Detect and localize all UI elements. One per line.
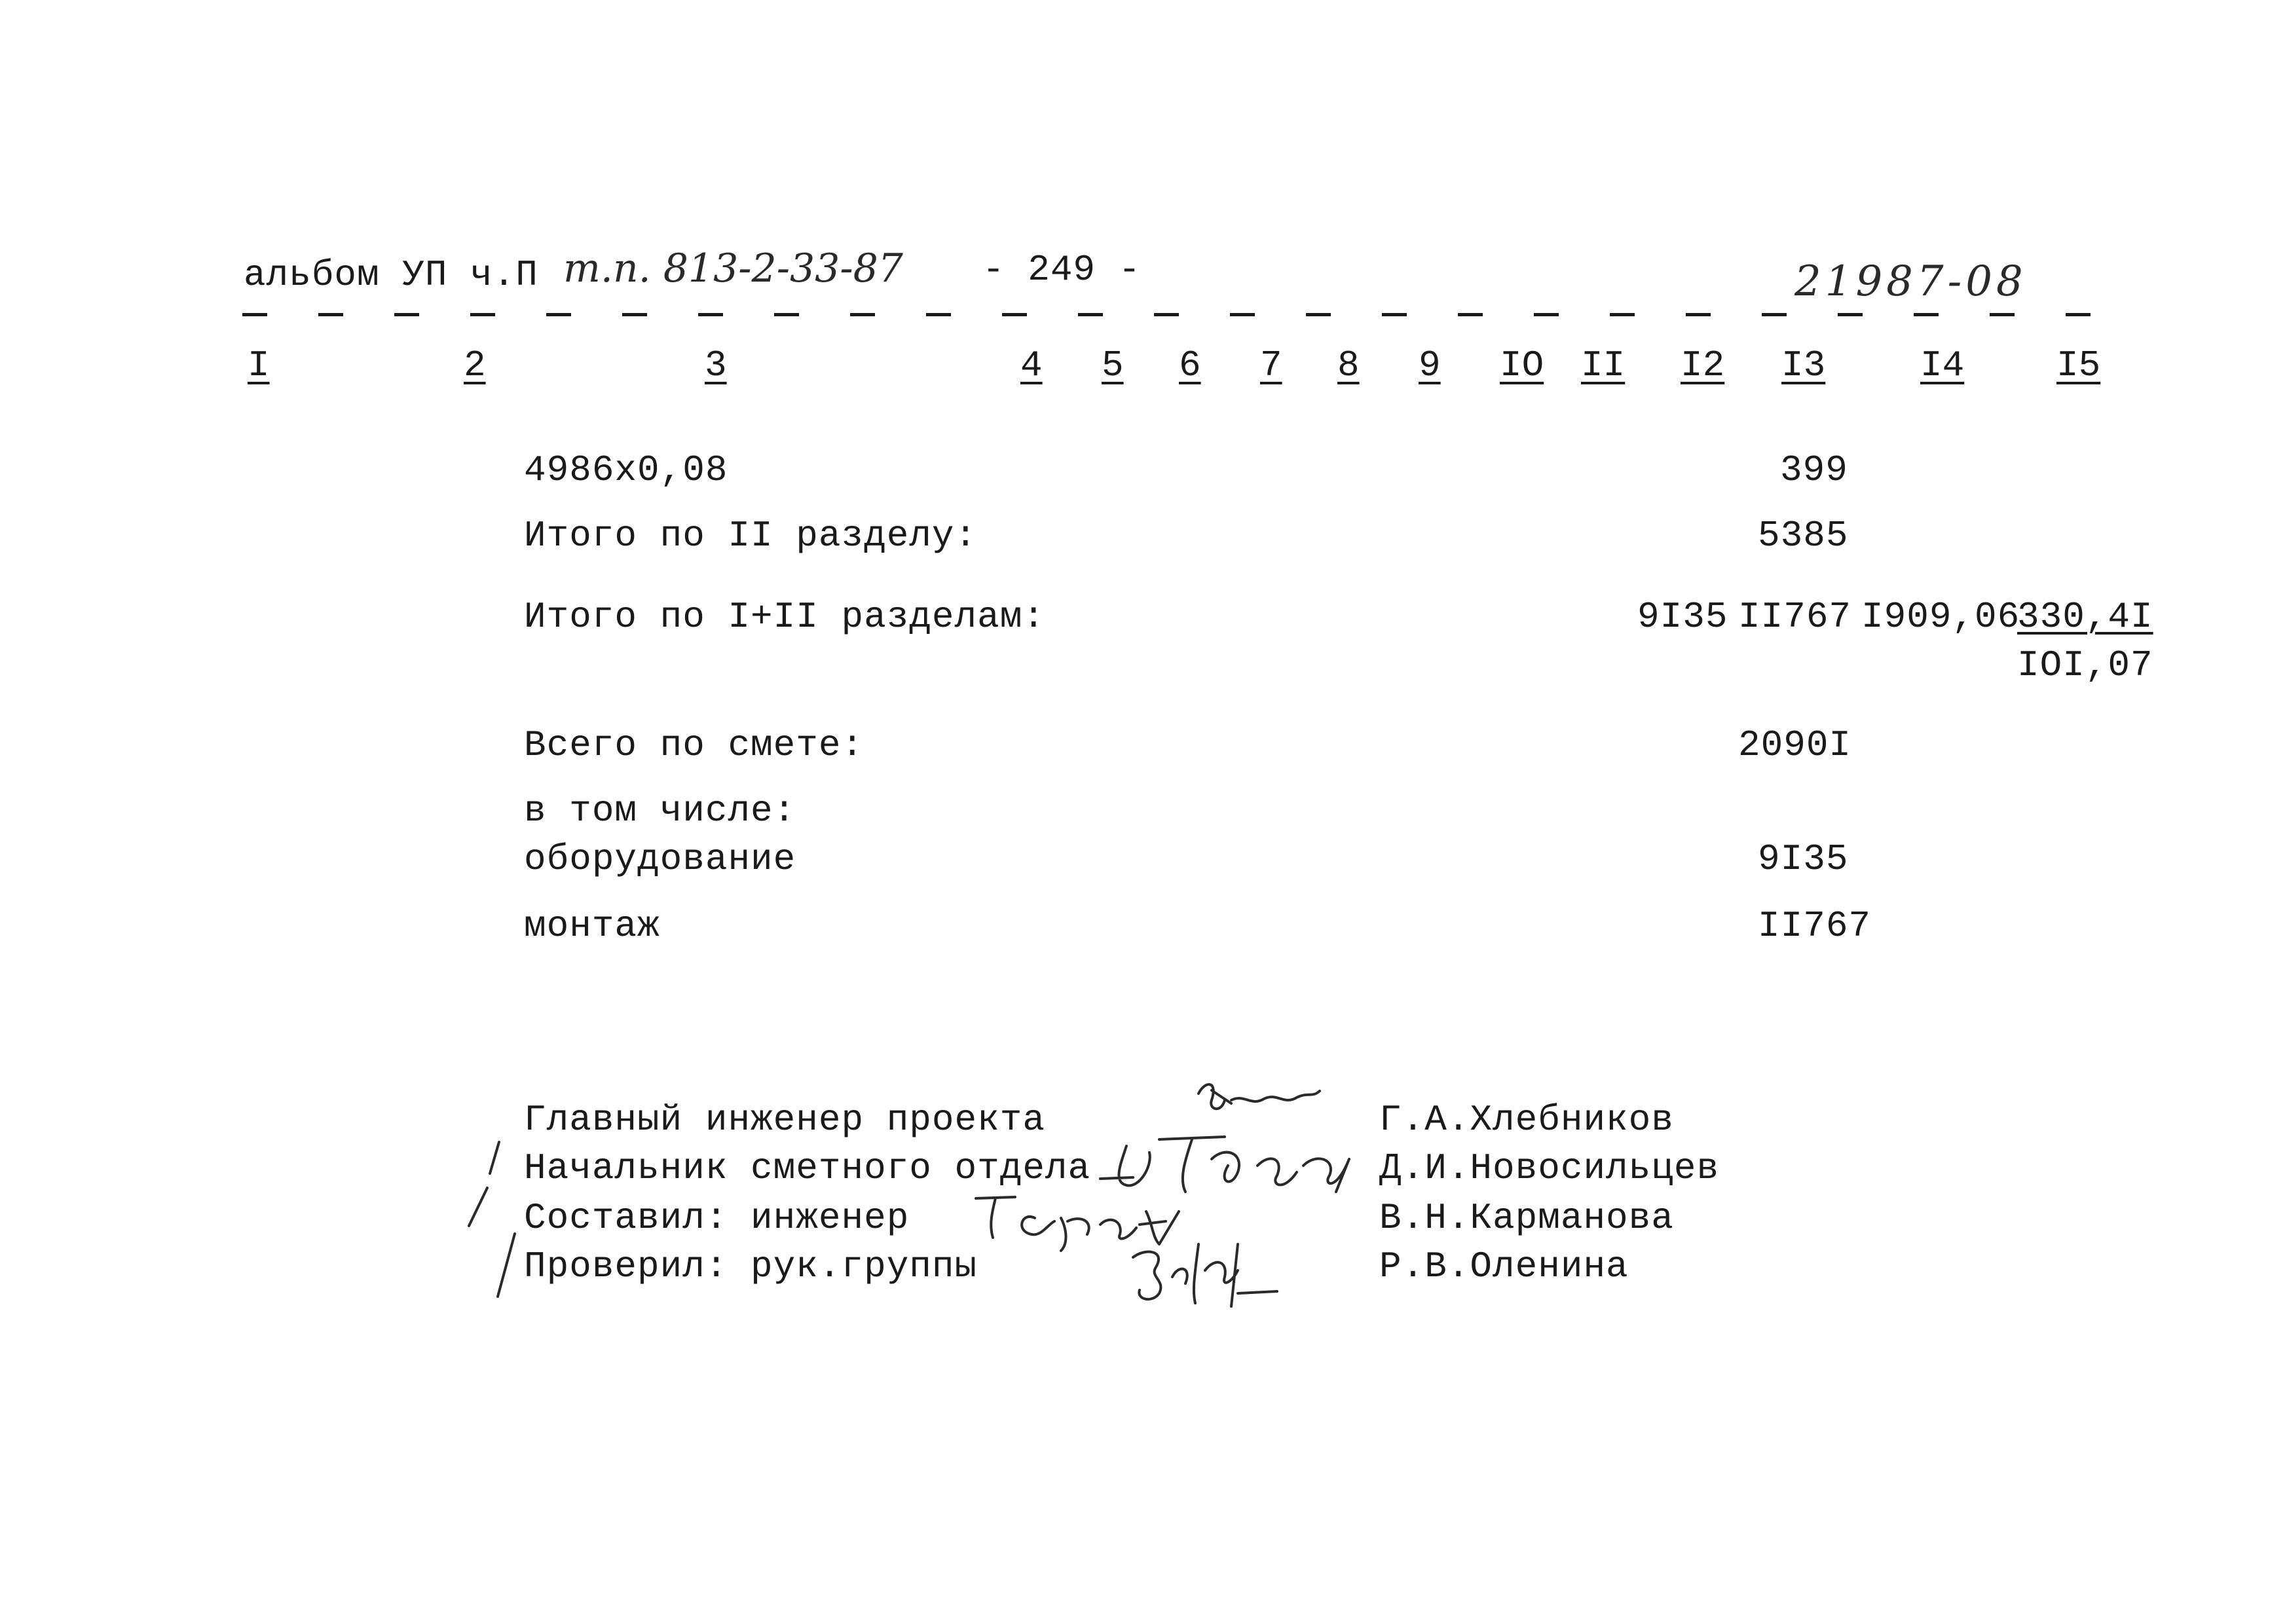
check-mark-icon [485,1139,504,1179]
separator-dash [242,313,267,316]
column-number: 2 [464,344,486,386]
check-mark-icon [493,1231,519,1303]
separator-dash [318,313,343,316]
separator-dash [850,313,875,316]
signature-name: Р.В.Оленина [1379,1246,1629,1287]
column-number: 9 [1419,344,1441,386]
sections-total-col15-top: 330,4I [2017,596,2153,638]
column-number: 5 [1102,344,1124,386]
separator-dash [1002,313,1027,316]
separator-dash [926,313,951,316]
separator-dash [698,313,723,316]
signature-role: Главный инженер проекта [524,1099,1045,1141]
installation-value: II767 [1758,905,1872,947]
separator-dash [1154,313,1179,316]
handwritten-signature-chief-engineer [1185,1074,1329,1126]
sections-total-label: Итого по I+II разделам: [524,596,1045,638]
formula-value: 399 [1780,449,1848,491]
separator-dash [394,313,419,316]
separator-dash [1458,313,1483,316]
installation-label: монтаж [524,905,660,947]
separator-dash [1914,313,1939,316]
separator-dash [1610,313,1635,316]
check-mark-icon [465,1185,491,1231]
equipment-label: оборудование [524,838,796,880]
column-number: II [1581,344,1626,386]
column-number: 6 [1179,344,1201,386]
signature-role: Проверил: рук.группы [524,1246,978,1287]
header-dash-separator [242,313,2110,318]
section2-total-label: Итого по II разделу: [524,515,978,557]
sections-total-col12: II767 [1738,596,1852,638]
sections-total-col15-bottom: IOI,07 [2017,644,2153,686]
signature-name: В.Н.Карманова [1379,1197,1674,1239]
column-number: I2 [1681,344,1725,386]
separator-dash [1534,313,1559,316]
handwritten-doc-number: 21987-08 [1794,257,2027,306]
separator-dash [1230,313,1255,316]
equipment-value: 9I35 [1758,838,1849,880]
separator-dash [470,313,495,316]
column-number: 4 [1020,344,1043,386]
column-number: 7 [1260,344,1282,386]
formula-label: 4986x0,08 [524,449,728,491]
estimate-total-label: Всего по смете: [524,724,865,766]
separator-dash [1990,313,2015,316]
handwritten-tp-number: т.п. 813-2-33-87 [563,246,903,291]
column-number: I4 [1920,344,1965,386]
signature-role: Составил: инженер [524,1197,910,1239]
separator-dash [2066,313,2091,316]
estimate-total-value: 2090I [1738,724,1852,766]
section2-total-value: 5385 [1758,515,1849,557]
separator-dash [1686,313,1711,316]
page-number: - 249 - [982,249,1142,291]
column-number: I5 [2056,344,2101,386]
column-number: 8 [1337,344,1360,386]
handwritten-signature-checker [1120,1231,1284,1316]
separator-dash [774,313,799,316]
column-number: 3 [705,344,727,386]
signature-name: Г.А.Хлебников [1379,1099,1674,1141]
separator-dash [622,313,647,316]
separator-dash [1306,313,1331,316]
separator-dash [1838,313,1863,316]
separator-dash [1078,313,1103,316]
column-number: I3 [1781,344,1826,386]
signature-name: Д.И.Новосильцев [1379,1147,1720,1189]
sections-total-col13: I909,06 [1861,596,2020,638]
including-label: в том числе: [524,790,796,832]
separator-dash [1382,313,1407,316]
sections-total-col11: 9I35 [1637,596,1728,638]
column-number: IO [1500,344,1544,386]
separator-dash [1762,313,1787,316]
separator-dash [546,313,571,316]
signature-role: Начальник сметного отдела [524,1147,1091,1189]
column-number: I [248,344,270,386]
album-label: альбом УП ч.П [244,254,538,296]
